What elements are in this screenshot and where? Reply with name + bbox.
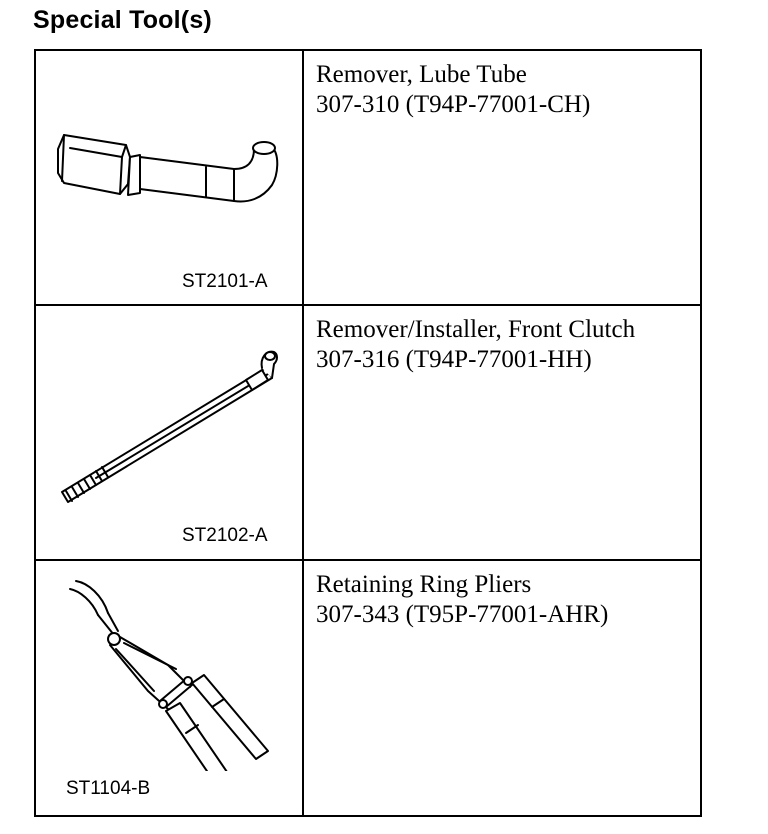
figure-code: ST2101-A [182, 271, 268, 292]
figure-code: ST1104-B [66, 778, 151, 799]
figure-code: ST2102-A [182, 525, 268, 546]
special-tools-table [34, 49, 702, 817]
tool-illustration-cell [36, 51, 304, 304]
lube-tube-remover-icon [36, 51, 302, 261]
table-row [36, 51, 700, 306]
tool-name: Retaining Ring Pliers [316, 571, 532, 598]
tool-number: 307-316 (T94P-77001-HH) [316, 346, 592, 373]
retaining-ring-pliers-icon [36, 561, 302, 771]
tool-description-cell [304, 51, 700, 304]
tool-number: 307-310 (T94P-77001-CH) [316, 91, 591, 118]
tool-name: Remover/Installer, Front Clutch [316, 316, 636, 343]
tool-illustration-cell [36, 306, 304, 559]
tool-description-cell [304, 306, 700, 559]
front-clutch-remover-installer-icon [36, 306, 302, 516]
page-title: Special Tool(s) [33, 6, 212, 34]
tool-name: Remover, Lube Tube [316, 61, 527, 88]
table-row [36, 561, 700, 815]
table-row [36, 306, 700, 561]
tool-description-cell [304, 561, 700, 815]
tool-number: 307-343 (T95P-77001-AHR) [316, 601, 609, 628]
tool-illustration-cell [36, 561, 304, 815]
